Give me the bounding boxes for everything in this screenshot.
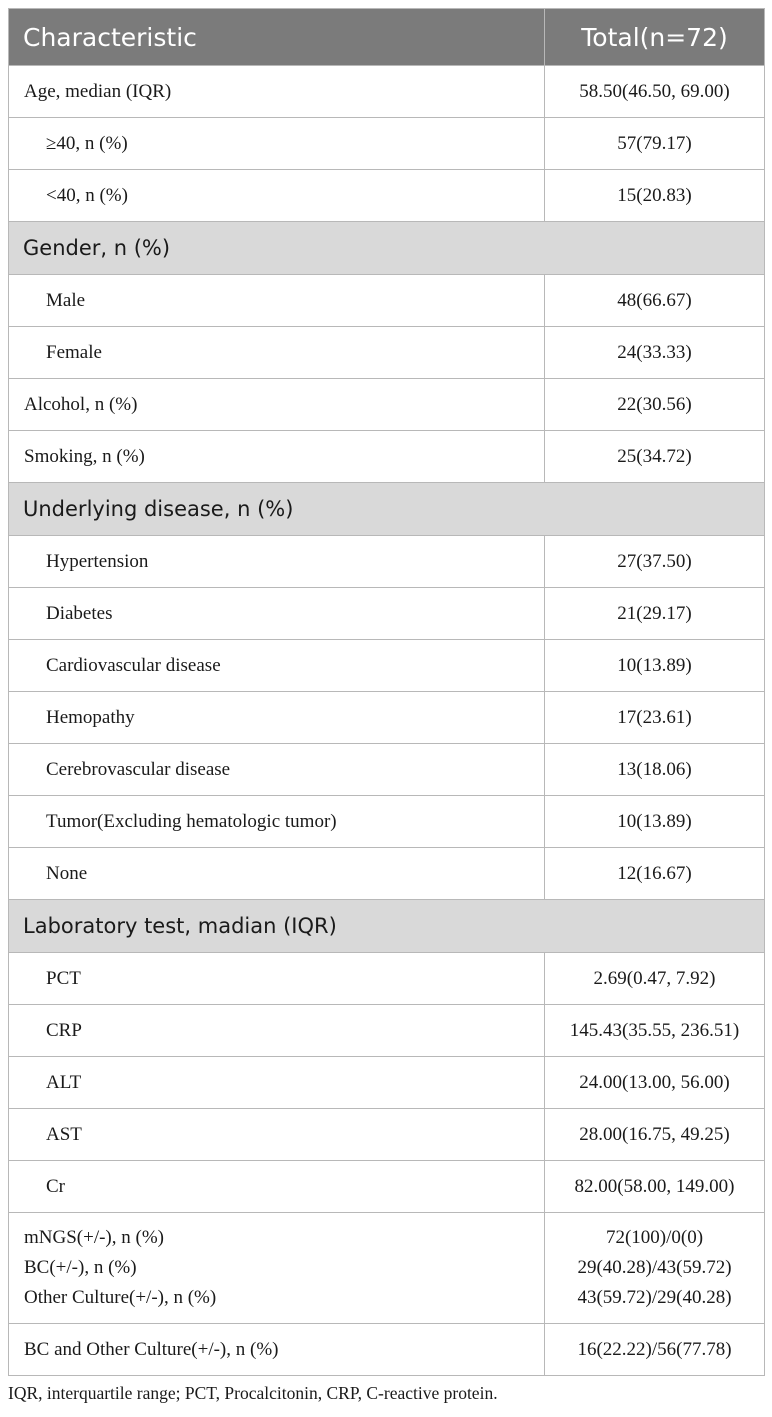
row-value: 13(18.06) [545, 744, 765, 796]
header-total: Total(n=72) [545, 9, 765, 66]
row-value: 17(23.61) [545, 692, 765, 744]
table-row [9, 118, 765, 170]
row-value: 24.00(13.00, 56.00) [545, 1057, 765, 1109]
row-label: BC and Other Culture(+/-), n (%) [9, 1324, 545, 1376]
row-value: 22(30.56) [545, 379, 765, 431]
header-characteristic: Characteristic [9, 9, 545, 66]
row-label: Tumor(Excluding hematologic tumor) [9, 796, 545, 848]
row-label: Hypertension [9, 536, 545, 588]
section-row-gender [9, 222, 765, 275]
row-value: 145.43(35.55, 236.51) [545, 1005, 765, 1057]
row-label: Cr [9, 1161, 545, 1213]
row-label: Diabetes [9, 588, 545, 640]
row-value: 2.69(0.47, 7.92) [545, 953, 765, 1005]
table-row [9, 66, 765, 118]
table-row [9, 953, 765, 1005]
table-row [9, 796, 765, 848]
table-footnote: IQR, interquartile range; PCT, Procalcitonin, CRP, C-reactive protein. [8, 1383, 498, 1403]
row-label: Male [9, 275, 545, 327]
row-value: 57(79.17) [545, 118, 765, 170]
row-label: Age, median (IQR) [9, 66, 545, 118]
row-label: Alcohol, n (%) [9, 379, 545, 431]
row-label: Female [9, 327, 545, 379]
row-label: PCT [9, 953, 545, 1005]
table-row [9, 170, 765, 222]
row-value: 24(33.33) [545, 327, 765, 379]
row-value: 25(34.72) [545, 431, 765, 483]
row-label: Cardiovascular disease [9, 640, 545, 692]
row-value: 16(22.22)/56(77.78) [545, 1324, 765, 1376]
section-title: Gender, n (%) [9, 222, 765, 275]
row-value: 12(16.67) [545, 848, 765, 900]
row-value: 21(29.17) [545, 588, 765, 640]
row-label: ALT [9, 1057, 545, 1109]
table-row [9, 692, 765, 744]
row-label: mNGS(+/-), n (%) [24, 1227, 164, 1248]
table-row [9, 275, 765, 327]
row-value: 28.00(16.75, 49.25) [545, 1109, 765, 1161]
row-value: 29(40.28)/43(59.72) [577, 1257, 732, 1278]
row-value: 82.00(58.00, 149.00) [545, 1161, 765, 1213]
table-header-row [9, 9, 765, 66]
table-row [9, 744, 765, 796]
row-label: CRP [9, 1005, 545, 1057]
row-value: 27(37.50) [545, 536, 765, 588]
row-label-group [9, 1213, 545, 1324]
characteristics-table-container [8, 8, 764, 1376]
row-label: ≥40, n (%) [9, 118, 545, 170]
section-title: Laboratory test, madian (IQR) [9, 900, 765, 953]
section-title: Underlying disease, n (%) [9, 483, 765, 536]
row-label: None [9, 848, 545, 900]
table-row [9, 1109, 765, 1161]
section-row-underlying-disease [9, 483, 765, 536]
row-label: <40, n (%) [9, 170, 545, 222]
table-row [9, 1057, 765, 1109]
row-label: Other Culture(+/-), n (%) [24, 1287, 217, 1308]
table-row-culture-results [9, 1213, 765, 1324]
section-row-laboratory-test [9, 900, 765, 953]
row-label: BC(+/-), n (%) [24, 1257, 137, 1278]
row-value: 58.50(46.50, 69.00) [545, 66, 765, 118]
row-value: 10(13.89) [545, 640, 765, 692]
table-row [9, 379, 765, 431]
row-value: 72(100)/0(0) [605, 1227, 704, 1248]
row-value-group [545, 1213, 765, 1324]
table-row [9, 588, 765, 640]
table-row [9, 1005, 765, 1057]
table-row [9, 431, 765, 483]
table-row [9, 640, 765, 692]
row-label: Smoking, n (%) [9, 431, 545, 483]
table-row [9, 1161, 765, 1213]
row-label: AST [9, 1109, 545, 1161]
row-label: Cerebrovascular disease [9, 744, 545, 796]
table-row [9, 327, 765, 379]
table-row [9, 536, 765, 588]
row-value: 43(59.72)/29(40.28) [577, 1287, 732, 1308]
table-row [9, 1324, 765, 1376]
row-value: 10(13.89) [545, 796, 765, 848]
row-label: Hemopathy [9, 692, 545, 744]
row-value: 48(66.67) [545, 275, 765, 327]
row-value: 15(20.83) [545, 170, 765, 222]
table-row [9, 848, 765, 900]
characteristics-table [8, 8, 765, 1376]
